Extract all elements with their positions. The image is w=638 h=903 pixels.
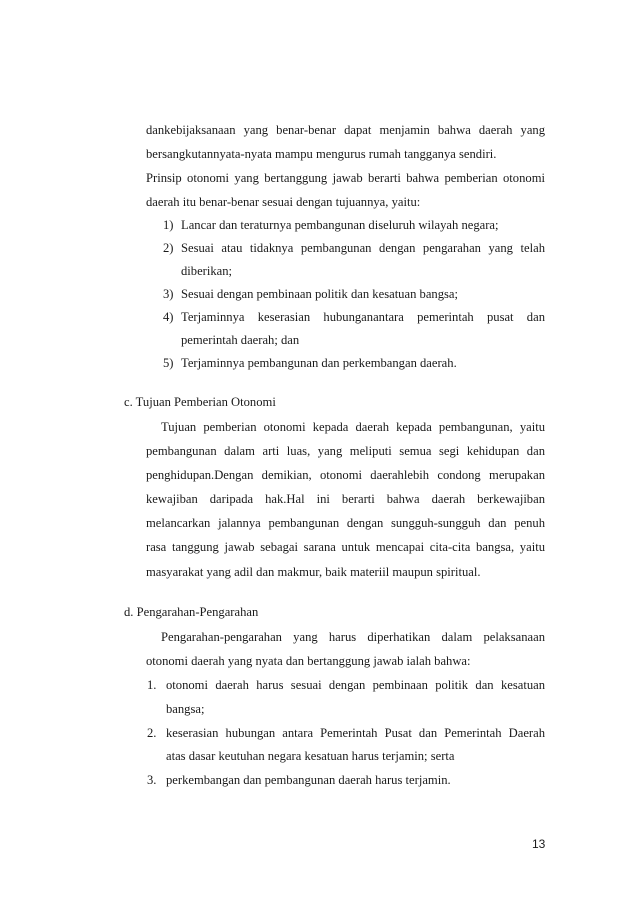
paragraph-line: dankebijaksanaan yang benar-benar dapat menjamin bahwa daerah yang bbox=[146, 123, 545, 137]
paragraph-line: melancarkan jalannya pembangunan dengan sungguh-sungguh dan penuh bbox=[146, 516, 545, 530]
paragraph-line: pembangunan dalam arti luas, yang meliputi semua segi kehidupan dan bbox=[146, 444, 545, 458]
paragraph-line: Pengarahan-pengarahan yang harus diperhatikan dalam pelaksanaan bbox=[161, 630, 545, 644]
paragraph-line: kewajiban daripada hak.Hal ini berarti bahwa daerah berkewajiban bbox=[146, 492, 545, 506]
list-number: 2. bbox=[147, 726, 157, 740]
list-number: 4) bbox=[163, 310, 174, 324]
list-item: Lancar dan teraturnya pembangunan diseluruh wilayah negara; bbox=[181, 218, 499, 232]
page-number: 13 bbox=[532, 837, 546, 851]
paragraph-line: daerah itu benar-benar sesuai dengan tujuannya, yaitu: bbox=[146, 195, 421, 209]
list-number: 3. bbox=[147, 773, 157, 787]
list-number: 3) bbox=[163, 287, 174, 301]
list-number: 1. bbox=[147, 678, 157, 692]
list-item-cont: bangsa; bbox=[166, 702, 205, 716]
list-number: 5) bbox=[163, 356, 174, 370]
list-number: 2) bbox=[163, 241, 174, 255]
paragraph-line: otonomi daerah yang nyata dan bertanggung jawab ialah bahwa: bbox=[146, 654, 471, 668]
list-item-cont: pemerintah daerah; dan bbox=[181, 333, 300, 347]
section-heading-c: c. Tujuan Pemberian Otonomi bbox=[124, 395, 276, 409]
list-item: Sesuai dengan pembinaan politik dan kesatuan bangsa; bbox=[181, 287, 458, 301]
list-item: Sesuai atau tidaknya pembangunan dengan pengarahan yang telah bbox=[181, 241, 545, 255]
paragraph-line: bersangkutannyata-nyata mampu mengurus rumah tangganya sendiri. bbox=[146, 147, 497, 161]
paragraph-line: penghidupan.Dengan demikian, otonomi daerahlebih condong merupakan bbox=[146, 468, 545, 482]
paragraph-line: Tujuan pemberian otonomi kepada daerah kepada pembangunan, yaitu bbox=[161, 420, 545, 434]
section-heading-d: d. Pengarahan-Pengarahan bbox=[124, 605, 259, 619]
paragraph-line: rasa tanggung jawab sebagai sarana untuk mencapai cita-cita bangsa, yaitu bbox=[146, 540, 545, 554]
list-item: Terjaminnya pembangunan dan perkembangan daerah. bbox=[181, 356, 457, 370]
list-item: keserasian hubungan antara Pemerintah Pusat dan Pemerintah Daerah bbox=[166, 726, 545, 740]
list-item-cont: diberikan; bbox=[181, 264, 233, 278]
paragraph-line: masyarakat yang adil dan makmur, baik materiil maupun spiritual. bbox=[146, 565, 481, 579]
list-item: otonomi daerah harus sesuai dengan pembinaan politik dan kesatuan bbox=[166, 678, 545, 692]
paragraph-line: Prinsip otonomi yang bertanggung jawab berarti bahwa pemberian otonomi bbox=[146, 171, 545, 185]
list-item: Terjaminnya keserasian hubunganantara pemerintah pusat dan bbox=[181, 310, 545, 324]
list-item: perkembangan dan pembangunan daerah harus terjamin. bbox=[166, 773, 451, 787]
list-number: 1) bbox=[163, 218, 174, 232]
list-item-cont: atas dasar keutuhan negara kesatuan harus terjamin; serta bbox=[166, 749, 455, 763]
